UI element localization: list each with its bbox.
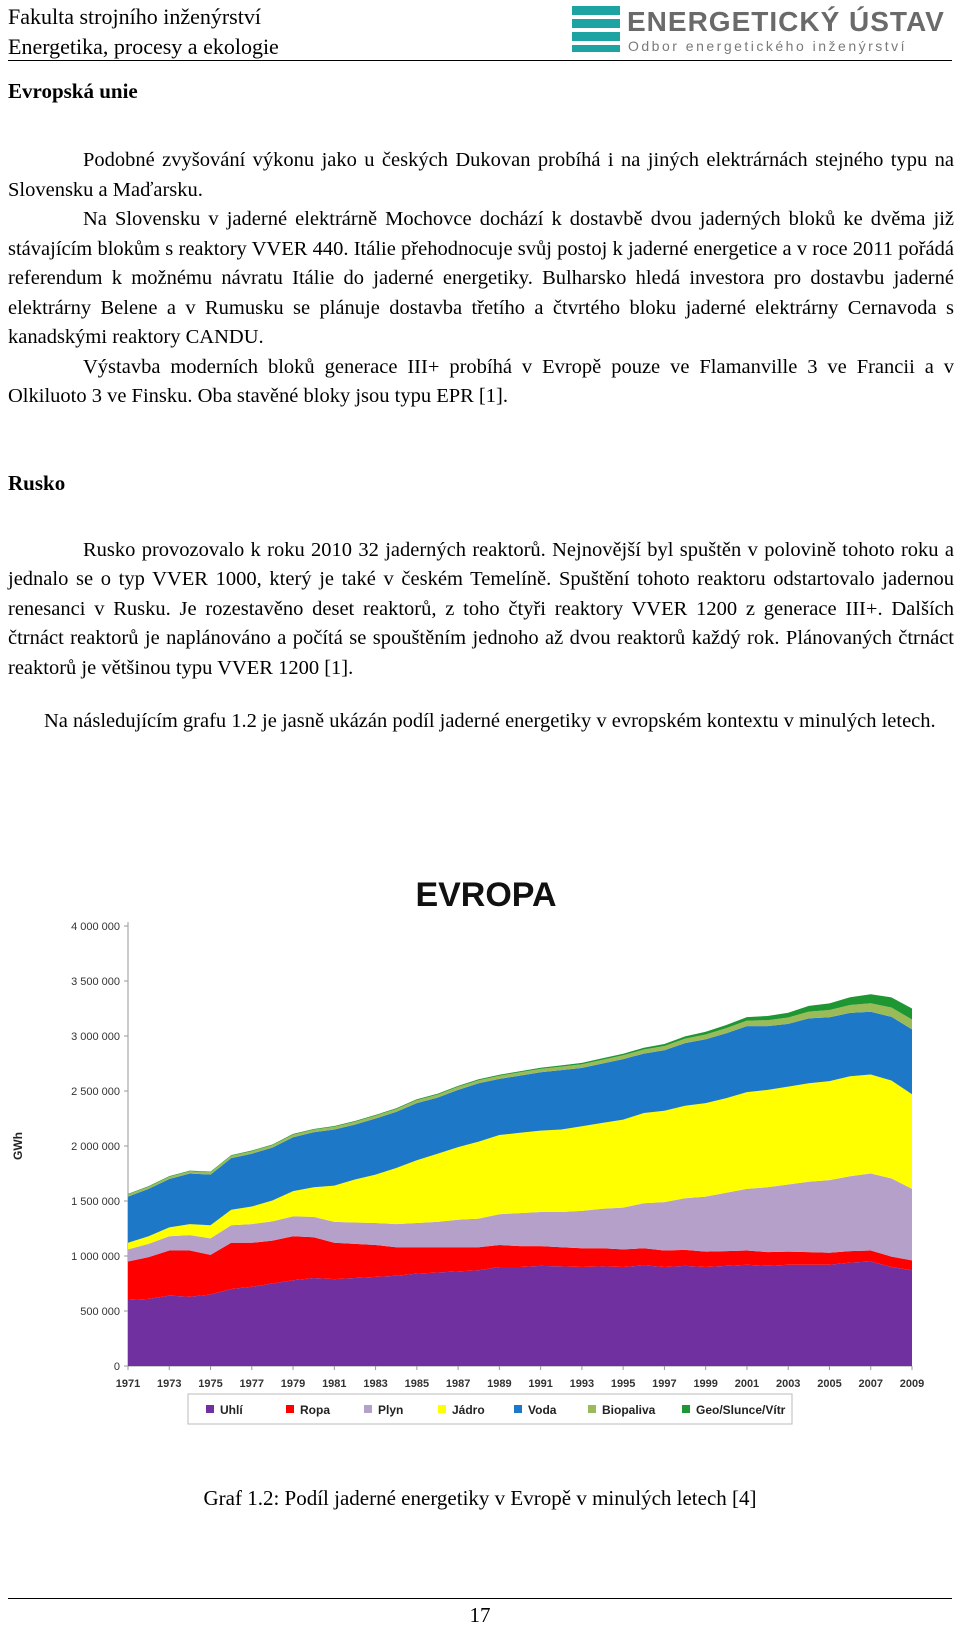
x-tick-label: 1981 [322,1378,347,1390]
x-tick-label: 1987 [445,1378,471,1390]
x-tick-label: 1989 [487,1378,512,1390]
y-tick-label: 500 000 [80,1306,120,1318]
chart-container [0,860,960,1480]
x-tick-label: 2005 [817,1378,842,1390]
legend-swatch [682,1405,690,1413]
legend-swatch [206,1405,214,1413]
legend-label: Uhlí [220,1403,243,1417]
europe-energy-chart [0,860,960,1480]
y-tick-label: 0 [113,1361,120,1373]
x-tick-label: 1985 [404,1378,430,1390]
legend-label: Plyn [378,1403,404,1417]
y-tick-label: 1 500 000 [71,1196,120,1208]
heading-russia: Rusko [8,470,66,495]
y-tick-label: 3 000 000 [71,1031,120,1043]
faculty-name: Fakulta strojního inženýrství [8,4,261,29]
y-tick-label: 3 500 000 [71,976,120,988]
x-tick-label: 1971 [115,1378,141,1390]
logo-mark-icon [572,6,620,52]
y-tick-label: 4 000 000 [71,921,120,933]
legend-label: Biopaliva [602,1403,656,1417]
program-name: Energetika, procesy a ekologie [8,34,279,59]
x-tick-label: 2003 [775,1378,801,1390]
heading-eu: Evropská unie [8,79,138,103]
legend-label: Geo/Slunce/Vítr [696,1403,786,1417]
logo-subtitle: Odbor energetického inženýrství [628,38,908,54]
legend-swatch [364,1405,372,1413]
x-tick-label: 1995 [610,1378,636,1390]
legend-label: Jádro [452,1403,485,1417]
page-number: 17 [469,1603,491,1627]
legend-swatch [588,1405,596,1413]
header-text [8,2,279,62]
page-header [8,0,952,61]
x-tick-label: 1979 [280,1378,306,1390]
legend-label: Ropa [300,1403,330,1417]
page-body [8,76,954,737]
x-tick-label: 1975 [198,1378,223,1390]
legend-swatch [514,1405,522,1413]
y-axis-label: GWh [11,1132,25,1160]
x-tick-label: 1999 [693,1378,718,1390]
legend-label: Voda [528,1403,557,1417]
paragraph-eu-1: Podobné zvyšování výkonu jako u českých Dukovan probíhá i na jiných elektrárnách stejného typu na Slovensku a Maďarsku. [8,149,954,201]
paragraph-eu-3: Výstavba moderních bloků generace III+ probíhá v Evropě pouze ve Flamanville 3 ve Francii a v Olkiluoto 3 ve Finsku. Oba stavěné bloky jsou typu EPR [1]. [8,355,954,407]
y-tick-label: 2 500 000 [71,1086,120,1098]
x-tick-label: 1993 [569,1378,595,1390]
chart-title: EVROPA [415,876,557,914]
legend-swatch [438,1405,446,1413]
x-tick-label: 1977 [239,1378,265,1390]
x-tick-label: 1997 [652,1378,677,1390]
institute-logo [572,6,945,54]
x-tick-label: 2001 [734,1378,760,1390]
y-tick-label: 1 000 000 [71,1251,120,1263]
paragraph-ru-2: Na následujícím grafu 1.2 je jasně ukázán podíl jaderné energetiky v evropském kontextu v minulých letech. [44,710,936,732]
x-tick-label: 2009 [899,1378,925,1390]
footer-rule [8,1598,952,1599]
paragraph-ru-1: Rusko provozovalo k roku 2010 32 jaderných reaktorů. Nejnovější byl spuštěn v polovině tohoto roku a jednalo se o typ VVER 1000, který je také v českém Temelíně. Spuštění tohoto reaktoru odstartovalo jadernou renesanci v Rusku. Je rozestavěno deset reaktorů, z toho čtyři reaktory VVER 1200 z generace III+. Dalších čtrnáct reaktorů je naplánováno a počítá se spouštěním jednoho až dvou reaktorů každý rok. Plánovaných čtrnáct reaktorů je většinou typu VVER 1200 [1]. [8,538,954,679]
x-tick-label: 1973 [157,1378,182,1390]
legend-swatch [286,1405,294,1413]
logo-title: ENERGETICKÝ ÚSTAV [627,6,945,37]
x-tick-label: 2007 [858,1378,883,1390]
x-tick-label: 1991 [528,1378,553,1390]
paragraph-eu-2: Na Slovensku v jaderné elektrárně Mochovce dochází k dostavbě dvou jaderných bloků ke dvěma již stávajícím blokům s reaktory VVER 440. Itálie přehodnocuje svůj postoj k jaderné energetice a v roce 2011 pořádá referendum k možnému návratu Itálie do jaderné energetiky. Bulharsko hledá investora pro dostavbu jaderné elektrárny Belene a v Rumusku se plánuje dostavba třetího a čtvrtého bloku jaderné elektrárny Cernavoda s kanadskými reaktory CANDU. [8,208,954,348]
figure-caption: Graf 1.2: Podíl jaderné energetiky v Evropě v minulých letech [4] [203,1486,757,1510]
x-tick-label: 1983 [363,1378,388,1390]
y-tick-label: 2 000 000 [71,1141,120,1153]
